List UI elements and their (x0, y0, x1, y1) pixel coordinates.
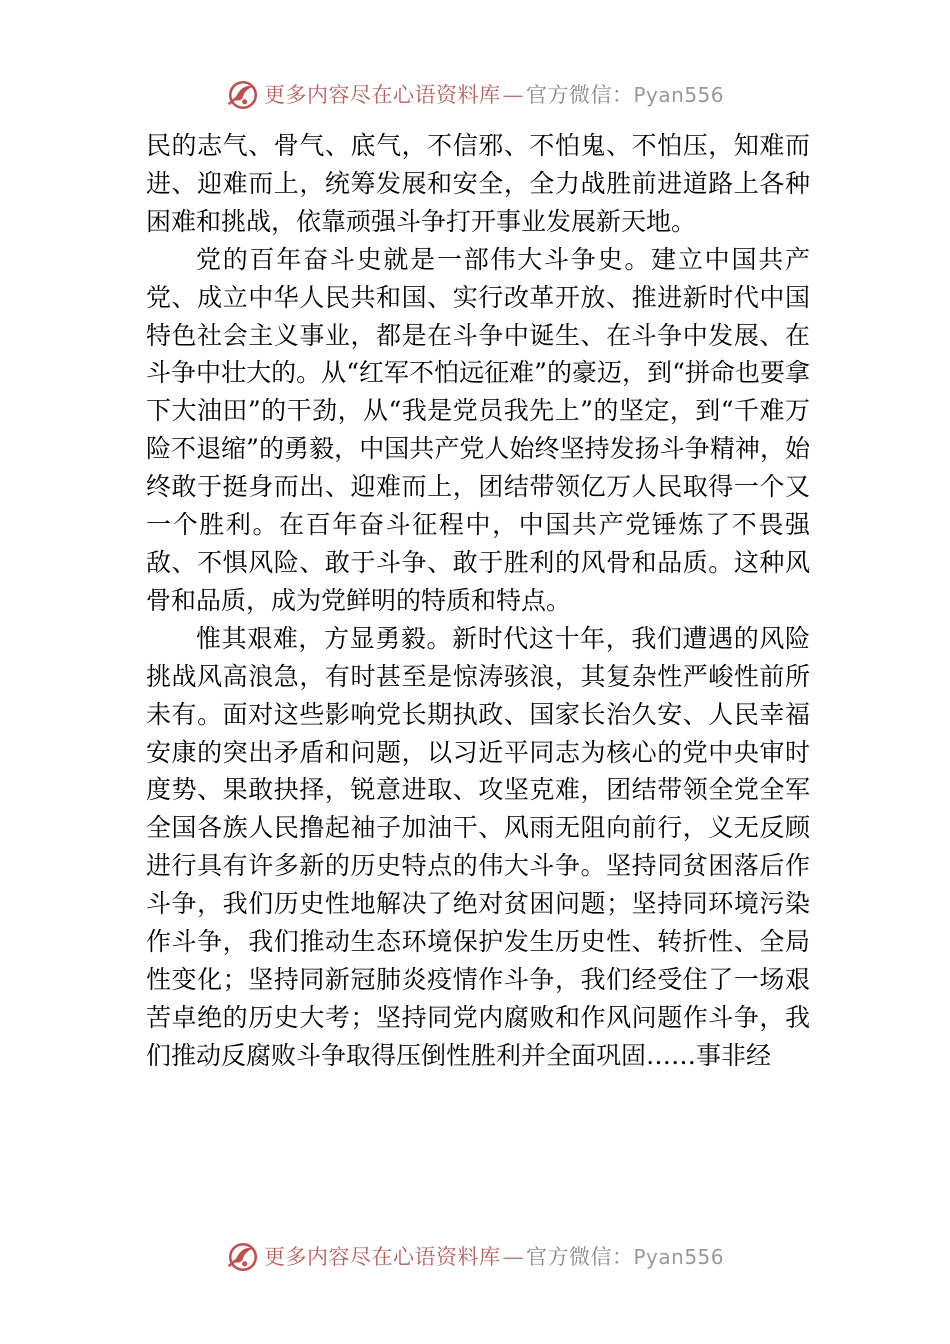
header-watermark (0, 78, 950, 112)
watermark-text (264, 82, 724, 108)
watermark-dash: — (502, 1245, 524, 1269)
watermark-id: Pyan556 (633, 1245, 724, 1269)
logo-icon (226, 78, 260, 112)
footer-watermark (0, 1240, 950, 1274)
document-body (146, 127, 810, 1075)
watermark-prefix: 更多内容尽在心语资料库 (263, 1245, 501, 1269)
logo-icon (226, 1240, 260, 1274)
watermark-id: Pyan556 (633, 83, 724, 107)
watermark-prefix: 更多内容尽在心语资料库 (263, 83, 501, 107)
watermark-text (264, 1244, 724, 1270)
watermark-middle: 官方微信： (525, 83, 634, 107)
paragraph-1: 民的志气、骨气、底气，不信邪、不怕鬼、不怕压，知难而进、迎难而上，统筹发展和安全，全力战胜前进道路上各种困难和挑战，依靠顽强斗争打开事业发展新天地。 (146, 131, 810, 236)
paragraph-2: 党的百年奋斗史就是一部伟大斗争史。建立中国共产党、成立中华人民共和国、实行改革开放、推进新时代中国特色社会主义事业，都是在斗争中诞生、在斗争中发展、在斗争中壮大的。从“红军不怕远征难”的豪迈，到“拼命也要拿下大油田”的干劲，从“我是党员我先上”的坚定，到“千难万险不退缩”的勇毅，中国共产党人始终坚持发扬斗争精神，始终敢于挺身而出、迎难而上，团结带领亿万人民取得一个又一个胜利。在百年奋斗征程中，中国共产党锤炼了不畏强敌、不惧风险、敢于斗争、敢于胜利的风骨和品质。这种风骨和品质，成为党鲜明的特质和特点。 (146, 244, 810, 615)
watermark-middle: 官方微信： (525, 1245, 634, 1269)
paragraph-3: 惟其艰难，方显勇毅。新时代这十年，我们遭遇的风险挑战风高浪急，有时甚至是惊涛骇浪，其复杂性严峻性前所未有。面对这些影响党长期执政、国家长治久安、人民幸福安康的突出矛盾和问题，以习近平同志为核心的党中央审时度势、果敢抉择，锐意进取、攻坚克难，团结带领全党全军全国各族人民撸起袖子加油干、风雨无阻向前行，义无反顾进行具有许多新的历史特点的伟大斗争。坚持同贫困落后作斗争，我们历史性地解决了绝对贫困问题；坚持同环境污染作斗争，我们推动生态环境保护发生历史性、转折性、全局性变化；坚持同新冠肺炎疫情作斗争，我们经受住了一场艰苦卓绝的历史大考；坚持同党内腐败和作风问题作斗争，我们推动反腐败斗争取得压倒性胜利并全面巩固……事非经 (146, 623, 810, 1070)
watermark-dash: — (502, 83, 524, 107)
